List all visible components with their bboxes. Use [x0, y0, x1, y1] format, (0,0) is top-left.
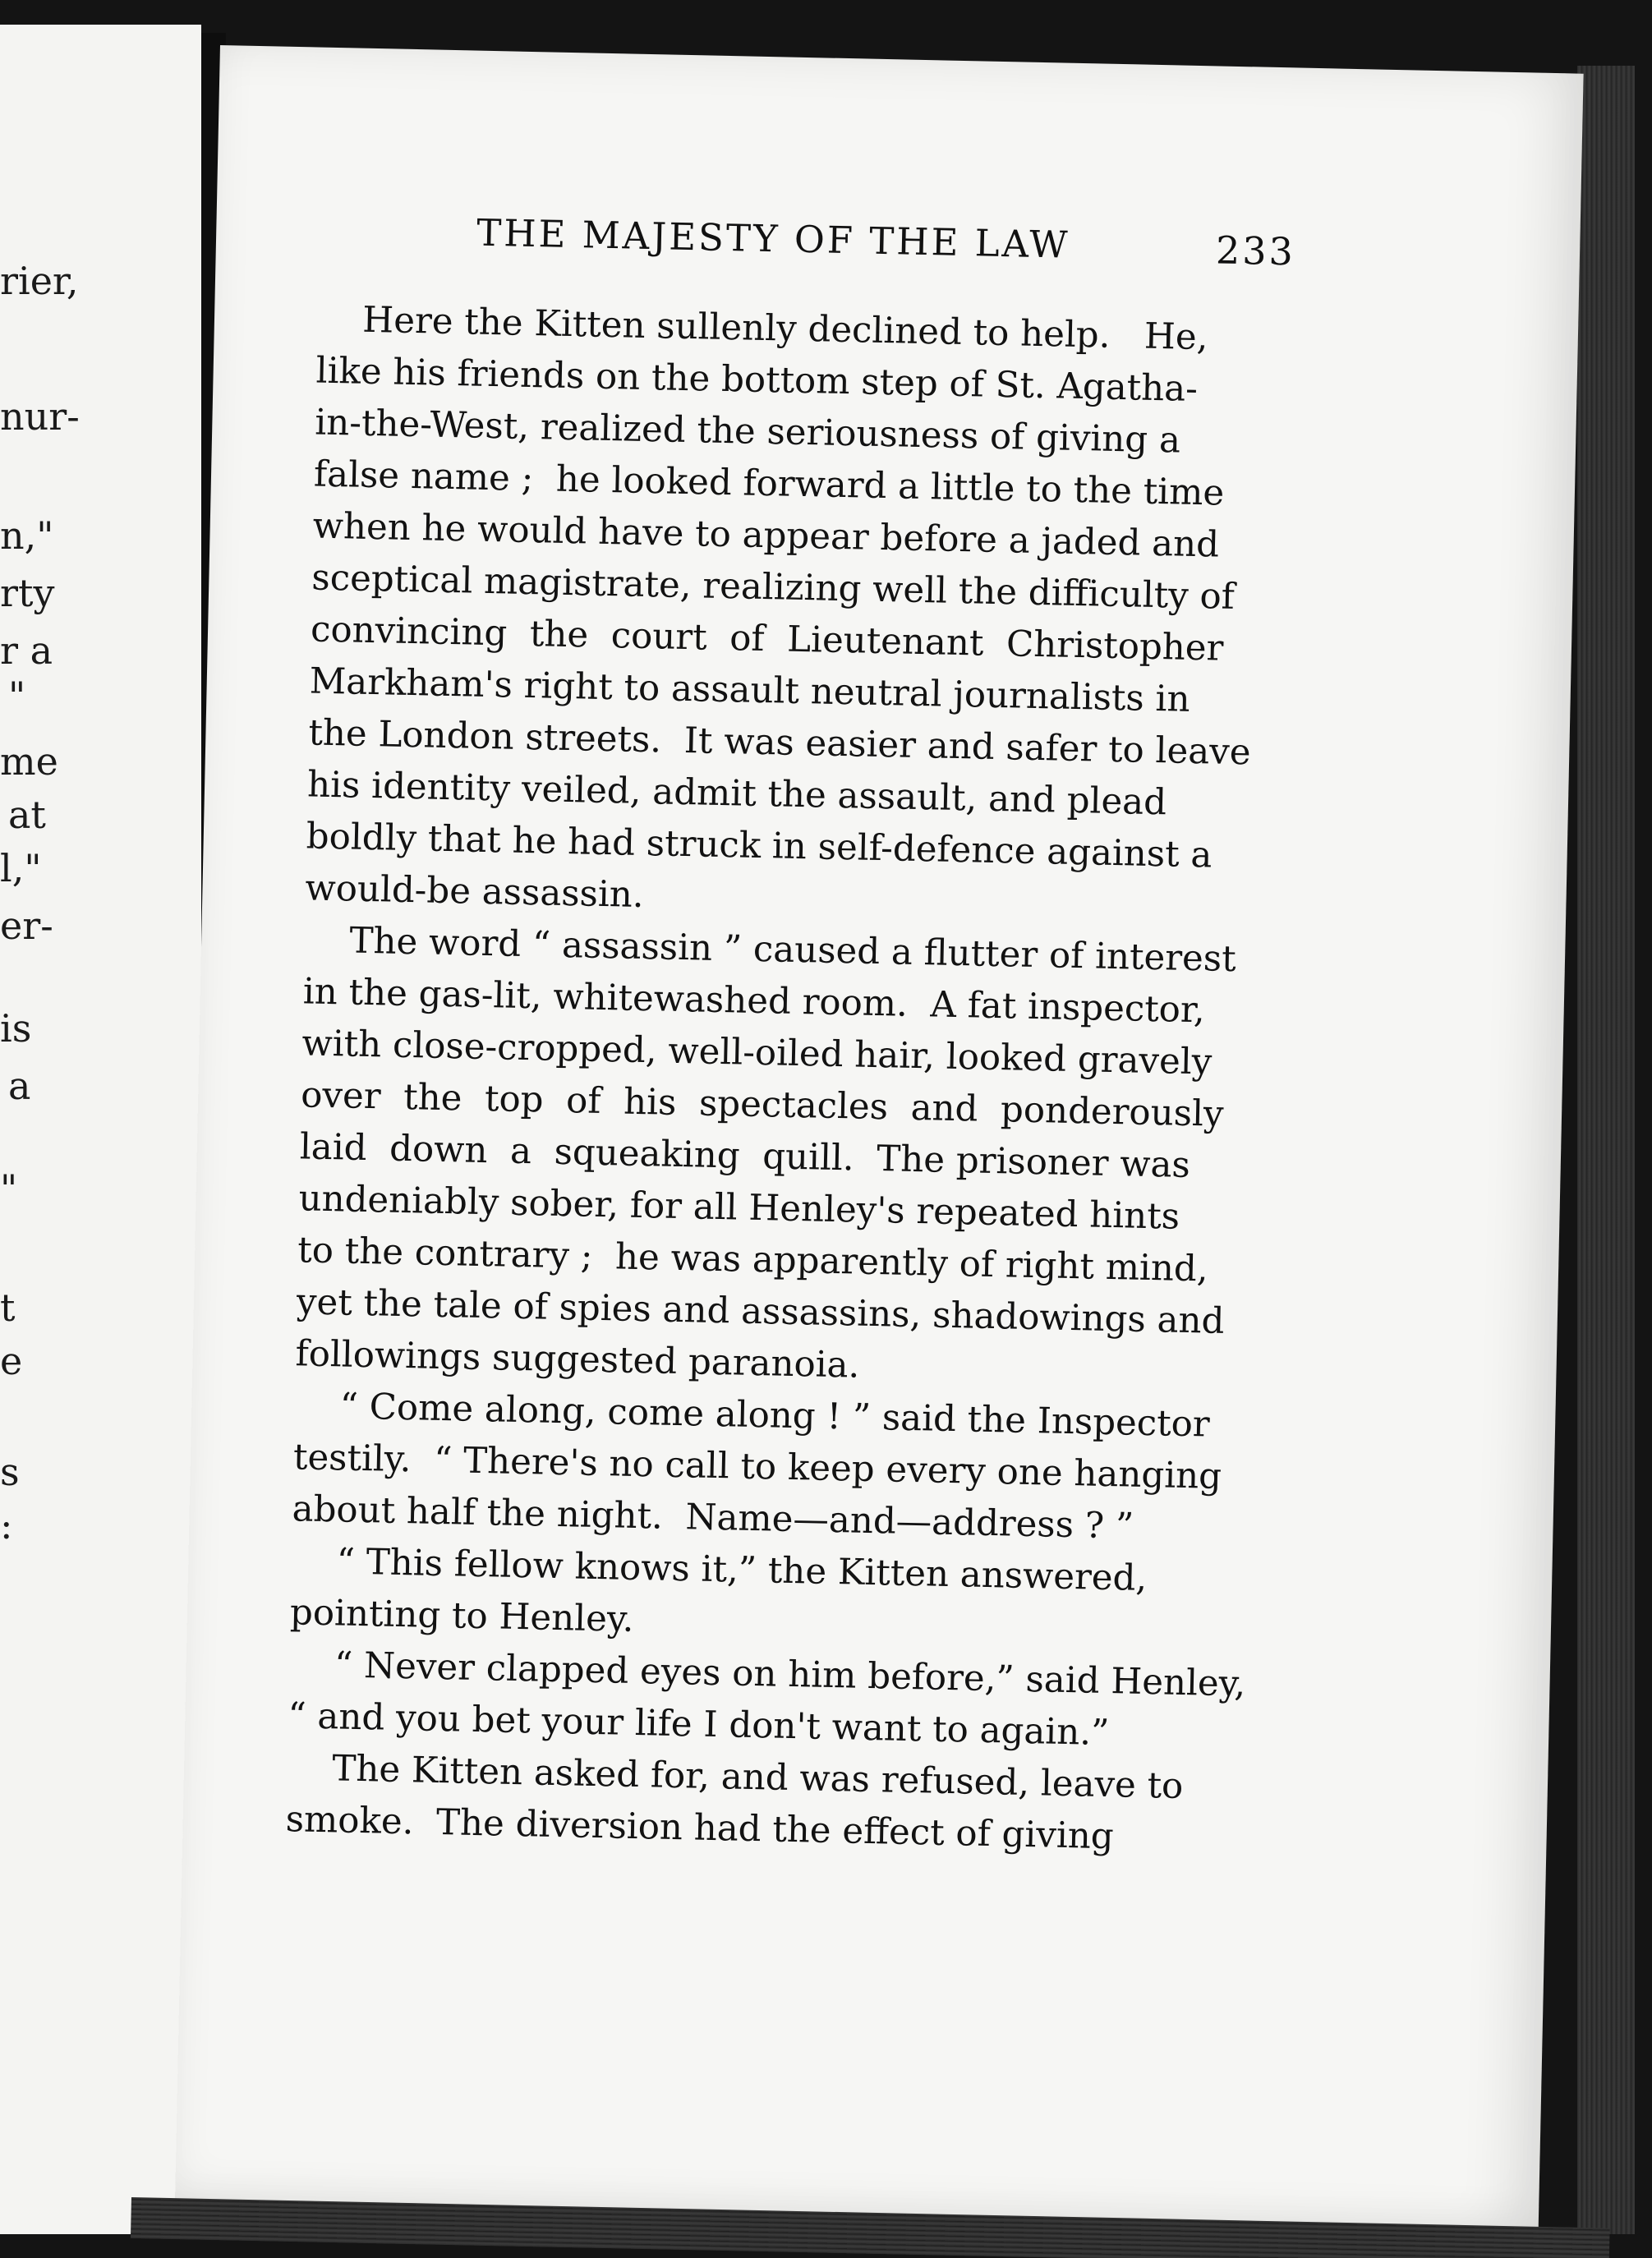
left-page-fragment: er- — [0, 904, 53, 948]
text-line: would-be assassin. — [305, 867, 645, 917]
left-page-fragment: l," — [0, 846, 42, 890]
text-line: to the contrary ; he was apparently of right mind, — [297, 1230, 1209, 1290]
text-line: convincing the court of Lieutenant Christopher — [310, 609, 1224, 669]
page-stack-edge — [1577, 66, 1635, 2234]
left-page-fragment: a — [8, 1064, 31, 1108]
text-line: his identity veiled, admit the assault, and plead — [306, 764, 1167, 824]
page-number: 233 — [1215, 228, 1296, 274]
body-text — [285, 294, 1332, 1867]
left-page — [0, 25, 201, 2234]
text-line: over the top of his spectacles and ponderously — [300, 1074, 1224, 1135]
left-page-fragment: me — [0, 739, 58, 784]
text-line: “ This fellow knows it,” the Kitten answered, — [290, 1540, 1148, 1600]
text-line: Markham's right to assault neutral journalists in — [309, 660, 1191, 720]
left-page-fragment: is — [0, 1006, 32, 1051]
text-line: false name ; he looked forward a little to the time — [313, 453, 1225, 514]
text-line: about half the night. Name—and—address ? ” — [292, 1488, 1134, 1547]
text-line: like his friends on the bottom step of St. Agatha- — [315, 350, 1199, 411]
left-page-fragment: rier, — [0, 259, 79, 303]
text-line: in-the-West, realized the seriousness of giving a — [314, 402, 1181, 462]
text-line: “ Never clapped eyes on him before,” said Henley, — [288, 1644, 1246, 1705]
left-page-fragment: nur- — [0, 394, 80, 439]
running-header — [262, 206, 1331, 286]
left-page-fragment: rty — [0, 571, 55, 615]
left-page-fragment: s — [0, 1450, 20, 1494]
text-line: Here the Kitten sullenly declined to help. He, — [316, 298, 1208, 359]
text-line: yet the tale of spies and assassins, shadowings and — [296, 1281, 1225, 1342]
running-title: THE MAJESTY OF THE LAW — [476, 210, 1071, 267]
left-page-fragment: " — [0, 1166, 18, 1211]
text-line: in the gas-lit, whitewashed room. A fat inspector, — [302, 971, 1206, 1032]
left-page-fragment: t — [0, 1285, 16, 1330]
text-line: testily. “ There's no call to keep every one hanging — [292, 1437, 1222, 1497]
left-page-fragment: at — [8, 793, 46, 837]
left-page-fragment: r a — [0, 628, 53, 673]
left-page-fragment: e — [0, 1339, 23, 1383]
text-line: pointing to Henley. — [289, 1592, 635, 1640]
right-page — [175, 45, 1584, 2242]
text-line: with close-cropped, well-oiled hair, looked gravely — [301, 1023, 1213, 1083]
text-line: The Kitten asked for, and was refused, leave to — [286, 1747, 1184, 1808]
text-line: The word “ assassin ” caused a flutter of interest — [303, 919, 1237, 981]
text-line: sceptical magistrate, realizing well the difficulty of — [311, 557, 1236, 619]
text-line: “ and you bet your life I don't want to again.” — [287, 1695, 1110, 1754]
text-line: followings suggested paranoia. — [295, 1333, 860, 1387]
text-line: laid down a squeaking quill. The prisoner was — [299, 1126, 1191, 1187]
text-line: undeniably sober, for all Henley's repeated hints — [298, 1178, 1180, 1238]
text-line: when he would have to appear before a jaded and — [312, 505, 1220, 566]
left-page-fragment: n," — [0, 513, 54, 558]
text-line: “ Come along, come along ! ” said the Inspector — [293, 1385, 1211, 1446]
text-line: boldly that he had struck in self-defence against a — [306, 816, 1213, 876]
text-line: the London streets. It was easier and safer to leave — [307, 712, 1252, 774]
left-page-fragment: : — [0, 1503, 13, 1547]
text-line: smoke. The diversion had the effect of giving — [285, 1799, 1115, 1858]
left-page-fragment: " — [8, 674, 26, 718]
